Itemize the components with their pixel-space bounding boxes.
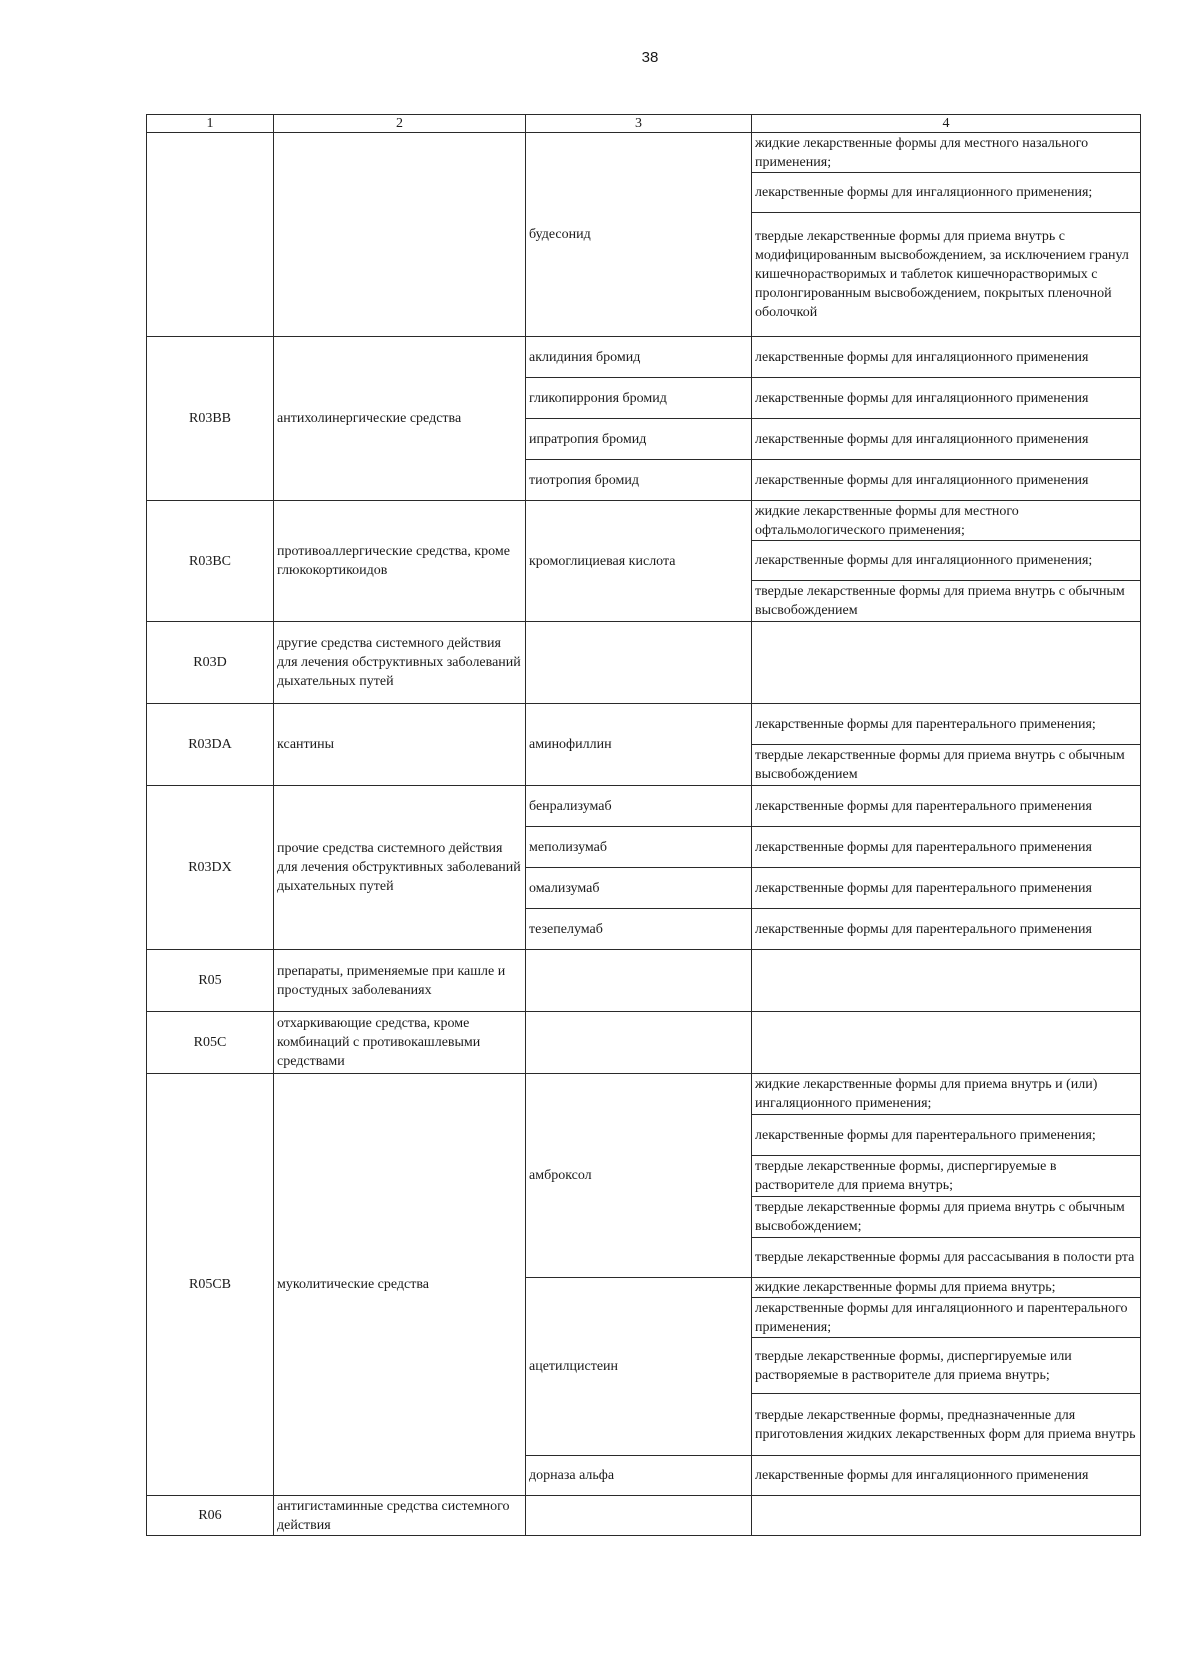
- dosage-form-cell: твердые лекарственные формы для приема внутрь с обычным высвобождением;: [752, 1197, 1141, 1238]
- dosage-form-cell: лекарственные формы для ингаляционного применения;: [752, 173, 1141, 213]
- drug-table: [146, 114, 1141, 1536]
- page-number: 38: [641, 49, 659, 66]
- drug-name-cell: тезепелумаб: [526, 909, 752, 950]
- atc-code-cell: R05C: [147, 1012, 274, 1074]
- drug-name-cell: дорназа альфа: [526, 1456, 752, 1496]
- table-row: [147, 786, 1141, 827]
- table-header-row: [147, 115, 1141, 133]
- drug-name-cell: аминофиллин: [526, 704, 752, 786]
- drug-name-cell: гликопиррония бромид: [526, 378, 752, 419]
- column-header: 4: [752, 115, 1141, 133]
- group-name-cell: [274, 133, 526, 337]
- drug-name-cell: амброксол: [526, 1074, 752, 1278]
- group-name-cell: прочие средства системного действия для лечения обструктивных заболеваний дыхательных путей: [274, 786, 526, 950]
- dosage-form-cell: [752, 622, 1141, 704]
- dosage-form-cell: твердые лекарственные формы для приема внутрь с модифицированным высвобождением, за исключением гранул кишечнорастворимых и таблеток кишечнорастворимых с пролонгированным высвобождением, покрытых пленочной оболочкой: [752, 213, 1141, 337]
- atc-code-cell: R03D: [147, 622, 274, 704]
- atc-code-cell: R06: [147, 1496, 274, 1536]
- dosage-form-cell: лекарственные формы для ингаляционного применения: [752, 460, 1141, 501]
- drug-name-cell: тиотропия бромид: [526, 460, 752, 501]
- drug-name-cell: аклидиния бромид: [526, 337, 752, 378]
- dosage-form-cell: лекарственные формы для ингаляционного и парентерального применения;: [752, 1298, 1141, 1338]
- drug-name-cell: [526, 1496, 752, 1536]
- drug-name-cell: омализумаб: [526, 868, 752, 909]
- dosage-form-cell: твердые лекарственные формы для приема внутрь с обычным высвобождением: [752, 581, 1141, 622]
- dosage-form-cell: лекарственные формы для ингаляционного применения: [752, 1456, 1141, 1496]
- column-header: 3: [526, 115, 752, 133]
- dosage-form-cell: жидкие лекарственные формы для местного офтальмологического применения;: [752, 501, 1141, 541]
- group-name-cell: антигистаминные средства системного действия: [274, 1496, 526, 1536]
- dosage-form-cell: лекарственные формы для парентерального применения: [752, 827, 1141, 868]
- atc-code-cell: [147, 133, 274, 337]
- dosage-form-cell: твердые лекарственные формы, диспергируемые в растворителе для приема внутрь;: [752, 1156, 1141, 1197]
- table-row: [147, 133, 1141, 173]
- dosage-form-cell: лекарственные формы для парентерального применения;: [752, 704, 1141, 745]
- group-name-cell: другие средства системного действия для лечения обструктивных заболеваний дыхательных путей: [274, 622, 526, 704]
- drug-name-cell: [526, 1012, 752, 1074]
- atc-code-cell: R05: [147, 950, 274, 1012]
- group-name-cell: муколитические средства: [274, 1074, 526, 1496]
- atc-code-cell: R03BC: [147, 501, 274, 622]
- dosage-form-cell: жидкие лекарственные формы для приема внутрь и (или) ингаляционного применения;: [752, 1074, 1141, 1115]
- table-row: [147, 950, 1141, 1012]
- group-name-cell: антихолинергические средства: [274, 337, 526, 501]
- drug-name-cell: ацетилцистеин: [526, 1278, 752, 1456]
- atc-code-cell: R03DX: [147, 786, 274, 950]
- drug-name-cell: [526, 950, 752, 1012]
- dosage-form-cell: лекарственные формы для парентерального применения: [752, 909, 1141, 950]
- drug-name-cell: меполизумаб: [526, 827, 752, 868]
- table-row: [147, 337, 1141, 378]
- dosage-form-cell: лекарственные формы для ингаляционного применения: [752, 419, 1141, 460]
- drug-name-cell: ипратропия бромид: [526, 419, 752, 460]
- table-row: [147, 622, 1141, 704]
- column-header: 2: [274, 115, 526, 133]
- group-name-cell: препараты, применяемые при кашле и простудных заболеваниях: [274, 950, 526, 1012]
- group-name-cell: ксантины: [274, 704, 526, 786]
- drug-name-cell: бенрализумаб: [526, 786, 752, 827]
- dosage-form-cell: твердые лекарственные формы, диспергируемые или растворяемые в растворителе для приема внутрь;: [752, 1338, 1141, 1394]
- drug-name-cell: кромоглициевая кислота: [526, 501, 752, 622]
- dosage-form-cell: жидкие лекарственные формы для приема внутрь;: [752, 1278, 1141, 1298]
- column-header: 1: [147, 115, 274, 133]
- dosage-form-cell: лекарственные формы для ингаляционного применения: [752, 337, 1141, 378]
- table-row: [147, 1012, 1141, 1074]
- group-name-cell: противоаллергические средства, кроме глюкокортикоидов: [274, 501, 526, 622]
- dosage-form-cell: твердые лекарственные формы для приема внутрь с обычным высвобождением: [752, 745, 1141, 786]
- dosage-form-cell: лекарственные формы для ингаляционного применения;: [752, 541, 1141, 581]
- table-row: [147, 704, 1141, 745]
- group-name-cell: отхаркивающие средства, кроме комбинаций с противокашлевыми средствами: [274, 1012, 526, 1074]
- dosage-form-cell: [752, 950, 1141, 1012]
- dosage-form-cell: жидкие лекарственные формы для местного назального применения;: [752, 133, 1141, 173]
- dosage-form-cell: лекарственные формы для ингаляционного применения: [752, 378, 1141, 419]
- drug-name-cell: будесонид: [526, 133, 752, 337]
- dosage-form-cell: твердые лекарственные формы, предназначенные для приготовления жидких лекарственных форм для приема внутрь: [752, 1394, 1141, 1456]
- dosage-form-cell: лекарственные формы для парентерального применения: [752, 786, 1141, 827]
- table-row: [147, 501, 1141, 541]
- dosage-form-cell: [752, 1496, 1141, 1536]
- table-row: [147, 1496, 1141, 1536]
- dosage-form-cell: твердые лекарственные формы для рассасывания в полости рта: [752, 1238, 1141, 1278]
- dosage-form-cell: лекарственные формы для парентерального применения;: [752, 1115, 1141, 1156]
- table-row: [147, 1074, 1141, 1115]
- dosage-form-cell: лекарственные формы для парентерального применения: [752, 868, 1141, 909]
- dosage-form-cell: [752, 1012, 1141, 1074]
- atc-code-cell: R03BB: [147, 337, 274, 501]
- drug-name-cell: [526, 622, 752, 704]
- atc-code-cell: R03DA: [147, 704, 274, 786]
- atc-code-cell: R05CB: [147, 1074, 274, 1496]
